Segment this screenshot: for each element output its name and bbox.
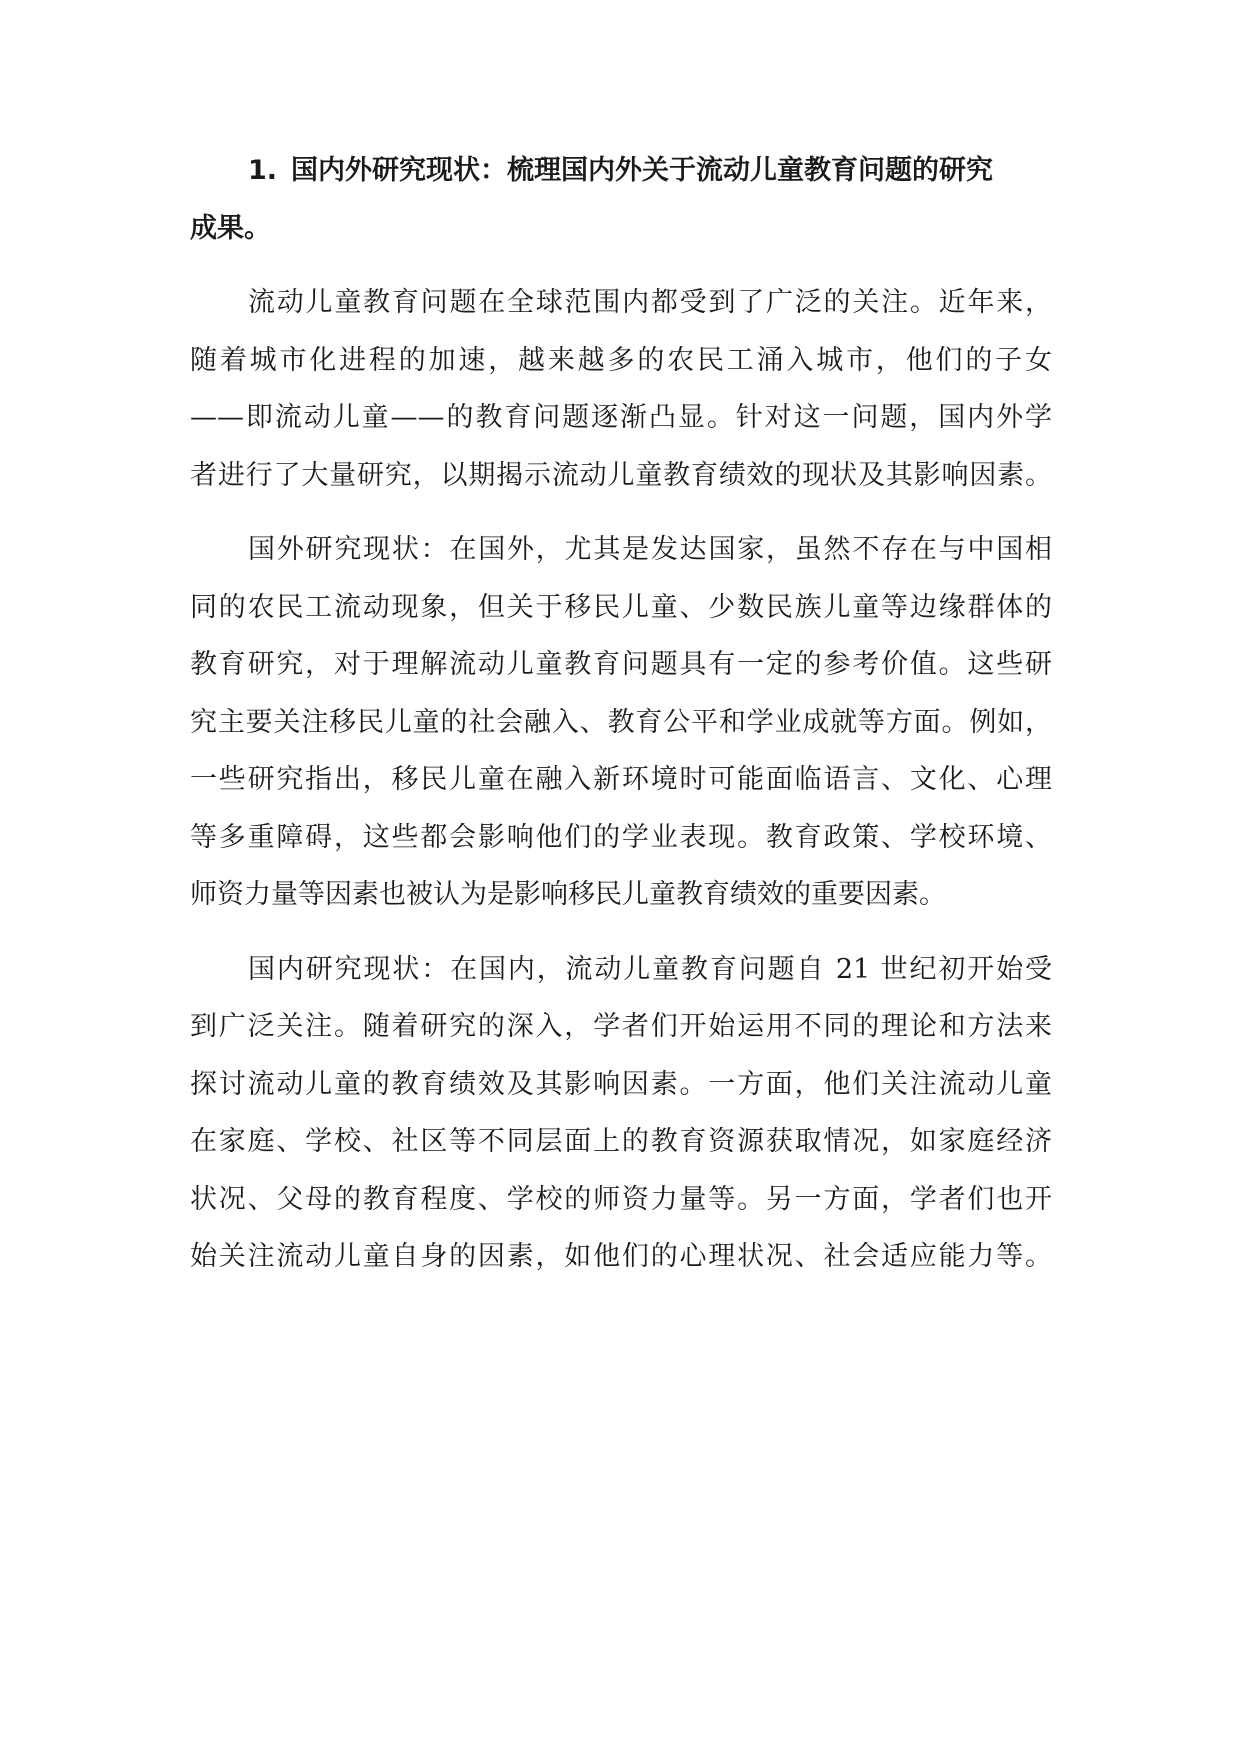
section-title: 国内外研究现状：梳理国内外关于流动儿童教育问题的研究 <box>291 155 994 186</box>
paragraph-line: 探讨流动儿童的教育绩效及其影响因素。一方面，他们关注流动儿童 <box>190 1068 1052 1100</box>
paragraph-line: ——即流动儿童——的教育问题逐渐凸显。针对这一问题，国内外学 <box>190 402 1052 433</box>
paragraph-line: 状况、父母的教育程度、学校的师资力量等。另一方面，学者们也开 <box>190 1183 1052 1215</box>
paragraph-line: 师资力量等因素也被认为是影响移民儿童教育绩效的重要因素。 <box>190 879 946 910</box>
paragraph-line: 者进行了大量研究，以期揭示流动儿童教育绩效的现状及其影响因素。 <box>190 459 1052 491</box>
paragraph-domestic-research <box>190 941 1052 1286</box>
paragraph-line: 究主要关注移民儿童的社会融入、教育公平和学业成就等方面。例如， <box>190 706 1052 738</box>
paragraph-foreign-research <box>190 521 1052 924</box>
section-number: 1. <box>248 155 278 186</box>
paragraph-line: 随着城市化进程的加速，越来越多的农民工涌入城市，他们的子女 <box>190 344 1052 376</box>
paragraph-line: 始关注流动儿童自身的因素，如他们的心理状况、社会适应能力等。 <box>190 1241 1052 1272</box>
paragraph-intro <box>190 274 1052 504</box>
paragraph-line: 一些研究指出，移民儿童在融入新环境时可能面临语言、文化、心理 <box>190 764 1052 795</box>
paragraph-line: 流动儿童教育问题在全球范围内都受到了广泛的关注。近年来， <box>248 287 1052 318</box>
paragraph-line: 等多重障碍，这些都会影响他们的学业表现。教育政策、学校环境、 <box>190 821 1052 853</box>
paragraph-line: 同的农民工流动现象，但关于移民儿童、少数民族儿童等边缘群体的 <box>190 591 1052 623</box>
document-body <box>190 142 1052 1286</box>
paragraph-line: 在家庭、学校、社区等不同层面上的教育资源获取情况，如家庭经济 <box>190 1126 1052 1157</box>
section-heading-line-1 <box>190 142 1052 200</box>
paragraph-line: 到广泛关注。随着研究的深入，学者们开始运用不同的理论和方法来 <box>190 1011 1052 1042</box>
paragraph-line: 国外研究现状：在国外，尤其是发达国家，虽然不存在与中国相 <box>248 534 1052 565</box>
paragraph-line: 国内研究现状：在国内，流动儿童教育问题自 21 世纪初开始受 <box>248 953 1052 985</box>
paragraph-line: 教育研究，对于理解流动儿童教育问题具有一定的参考价值。这些研 <box>190 649 1052 680</box>
section-heading-line-2: 成果。 <box>190 212 271 244</box>
